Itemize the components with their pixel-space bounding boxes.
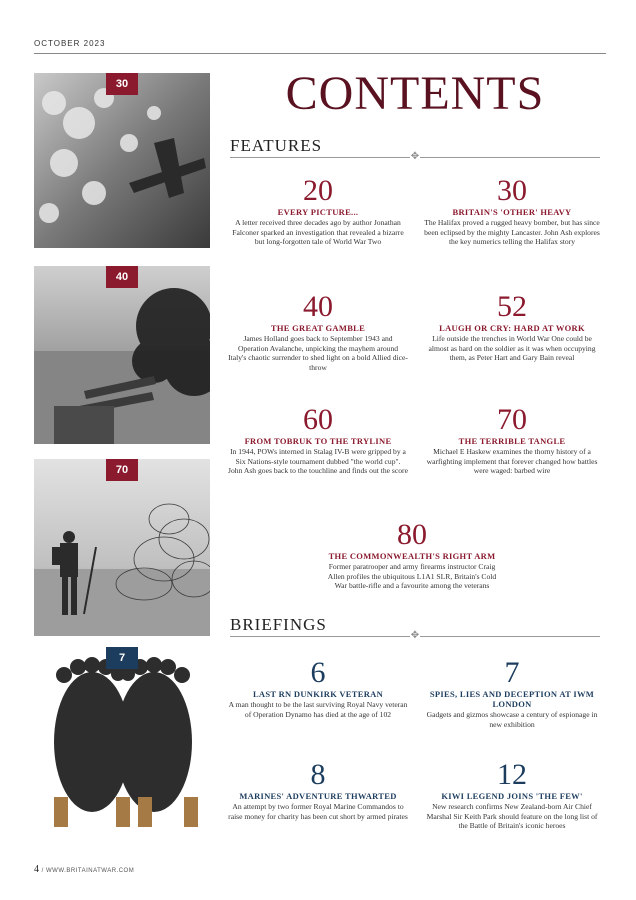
features-ornament-icon: ✥: [410, 151, 420, 162]
feature-item[interactable]: [422, 176, 602, 247]
page-title: CONTENTS: [285, 67, 545, 120]
rubber-feet-photo: [34, 647, 210, 852]
briefing-headline: LAST RN DUNKIRK VETERAN: [252, 689, 384, 699]
footer-divider: /: [41, 868, 47, 874]
briefing-headline: KIWI LEGEND JOINS 'THE FEW': [441, 791, 583, 801]
feature-item[interactable]: [422, 292, 602, 363]
feature-headline: THE COMMONWEALTH'S RIGHT ARM: [328, 551, 496, 561]
thumbnail-badge: 40: [106, 266, 138, 288]
feature-page-number: 80: [397, 518, 427, 551]
page-footer: [34, 864, 134, 875]
feature-item[interactable]: [228, 176, 408, 247]
thumbnail-bomber[interactable]: [34, 73, 210, 248]
feature-headline: EVERY PICTURE...: [277, 207, 359, 217]
feature-page-number: 70: [497, 403, 527, 436]
briefing-page-number: 8: [310, 758, 326, 791]
feature-item[interactable]: [322, 520, 502, 591]
briefings-ornament-icon: ✥: [410, 630, 420, 641]
briefing-page-number: 12: [497, 758, 527, 791]
website-url[interactable]: WWW.BRITAINATWAR.COM: [46, 868, 135, 874]
briefing-description: An attempt by two former Royal Marine Commandos to raise money for charity has been cut short by armed pirates: [228, 802, 408, 821]
briefing-description: New research confirms New Zealand-born Air Chief Marshal Sir Keith Park should feature on the long list of the Battle of Britain's iconic heroes: [426, 802, 598, 831]
briefing-item[interactable]: [228, 760, 408, 821]
briefing-description: A man thought to be the last surviving Royal Navy veteran of Operation Dynamo has died at the age of 102: [228, 700, 408, 719]
thumbnail-badge: 7: [106, 647, 138, 669]
briefing-headline: MARINES' ADVENTURE THWARTED: [239, 791, 397, 801]
briefing-item[interactable]: [422, 658, 602, 729]
feature-description: Michael E Haskew examines the thorny history of a warfighting implement that forever changed how battles were waged: barbed wire: [426, 447, 598, 476]
thumbnail-badge: 70: [106, 459, 138, 481]
briefing-item[interactable]: [228, 658, 408, 719]
bomber-flak-photo: [34, 73, 210, 248]
briefing-item[interactable]: [422, 760, 602, 831]
feature-page-number: 52: [497, 290, 527, 323]
soldier-barbed-wire-photo: [34, 459, 210, 636]
feature-page-number: 60: [303, 403, 333, 436]
feature-item[interactable]: [228, 292, 408, 372]
naval-guns-smoke-photo: [34, 266, 210, 444]
feature-headline: FROM TOBRUK TO THE TRYLINE: [244, 436, 392, 446]
briefings-heading: BRIEFINGS: [230, 615, 327, 634]
briefing-page-number: 7: [504, 656, 520, 689]
feature-page-number: 20: [303, 174, 333, 207]
thumbnail-naval-guns[interactable]: [34, 266, 210, 444]
thumbnail-rubber-feet[interactable]: [34, 647, 210, 852]
thumbnail-barbed-wire[interactable]: [34, 459, 210, 636]
feature-description: James Holland goes back to September 1943 and Operation Avalanche, unpicking the mayhem around Italy's chaotic surrender to shed light on a bold Allied dice-throw: [228, 334, 408, 372]
features-heading: FEATURES: [230, 136, 323, 155]
feature-item[interactable]: [228, 405, 408, 476]
briefing-headline: SPIES, LIES AND DECEPTION AT IWM LONDON: [429, 689, 595, 709]
feature-page-number: 40: [303, 290, 333, 323]
feature-description: Life outside the trenches in World War One could be almost as hard on the soldier as it was when occupying them, as Peter Hart and Gary Bain reveal: [428, 334, 596, 363]
feature-description: Former paratrooper and army firearms instructor Craig Allen profiles the ubiquitous L1A1 SLR, Britain's Cold War battle-rifle and a favourite among the veterans: [327, 562, 497, 591]
feature-description: A letter received three decades ago by author Jonathan Falconer sparked an investigation that revealed a bizarre but long-forgotten tale of World War Two: [232, 218, 404, 247]
feature-headline: LAUGH OR CRY: HARD AT WORK: [439, 323, 585, 333]
feature-description: In 1944, POWs interned in Stalag IV-B were gripped by a Six Nations-style tournament dubbed "the world cup". John Ash goes back to the touchline and finds out the score: [228, 447, 408, 476]
feature-item[interactable]: [422, 405, 602, 476]
feature-headline: THE TERRIBLE TANGLE: [458, 436, 566, 446]
briefing-page-number: 6: [310, 656, 326, 689]
feature-page-number: 30: [497, 174, 527, 207]
feature-headline: BRITAIN'S 'OTHER' HEAVY: [452, 207, 572, 217]
feature-headline: THE GREAT GAMBLE: [270, 323, 366, 333]
feature-description: The Halifax proved a rugged heavy bomber, but has since been eclipsed by the mighty Lancaster. John Ash explores the key numerics telling the Halifax story: [424, 218, 600, 247]
thumbnail-badge: 30: [106, 73, 138, 95]
page-number: 4: [34, 864, 40, 875]
briefing-description: Gadgets and gizmos showcase a century of espionage in new exhibition: [426, 710, 598, 729]
header-rule: [34, 53, 606, 54]
issue-date: OCTOBER 2023: [34, 39, 106, 48]
